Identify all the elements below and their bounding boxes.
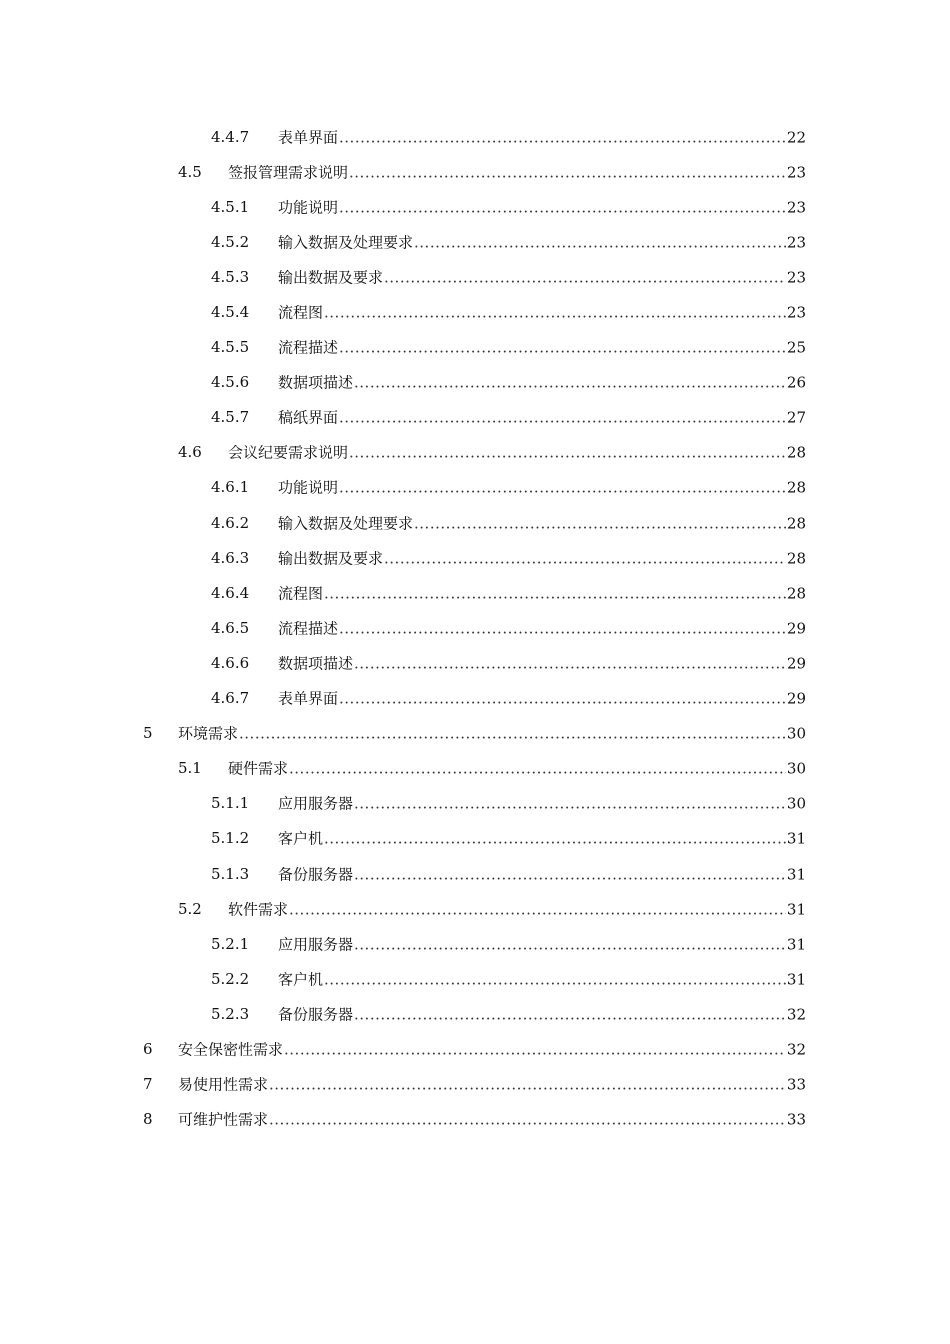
toc-entry-number: 5.1.2 xyxy=(211,829,250,848)
toc-dot-leader xyxy=(339,409,786,427)
toc-entry-number: 4.6.6 xyxy=(211,653,250,672)
toc-dot-leader xyxy=(269,1076,786,1094)
toc-dot-leader xyxy=(354,865,786,883)
toc-entry-title: 备份服务器 xyxy=(278,865,354,884)
toc-entry-number: 4.6.3 xyxy=(211,548,250,567)
toc-entry-number: 5 xyxy=(143,724,153,743)
toc-dot-leader xyxy=(339,690,786,708)
toc-entry-line xyxy=(278,582,806,603)
toc-entry-line xyxy=(178,1074,806,1095)
toc-entry-title: 流程描述 xyxy=(278,619,339,638)
toc-entry-title: 数据项描述 xyxy=(278,373,354,392)
toc-entry-title: 表单界面 xyxy=(278,128,339,147)
toc-entry-title: 环境需求 xyxy=(178,724,239,743)
toc-entry-page-number: 23 xyxy=(786,268,806,287)
toc-entry-page-number: 33 xyxy=(786,1110,806,1129)
toc-entry[interactable] xyxy=(0,575,950,610)
toc-entry-number: 4.6 xyxy=(178,443,202,462)
toc-entry-line xyxy=(278,337,806,358)
toc-entry-title: 软件需求 xyxy=(228,900,289,919)
toc-entry-number: 5.2 xyxy=(178,899,202,918)
toc-entry-page-number: 23 xyxy=(786,303,806,322)
toc-dot-leader xyxy=(349,163,786,181)
toc-entry-line xyxy=(278,688,806,709)
toc-entry-line xyxy=(278,863,806,884)
toc-entry-number: 4.6.1 xyxy=(211,478,250,497)
toc-dot-leader xyxy=(239,725,786,743)
toc-entry[interactable] xyxy=(0,189,950,224)
toc-entry-number: 4.5.4 xyxy=(211,303,250,322)
toc-entry-number: 5.1.1 xyxy=(211,794,250,813)
toc-entry-line xyxy=(278,512,806,533)
toc-entry-page-number: 23 xyxy=(786,198,806,217)
toc-entry[interactable] xyxy=(0,821,950,856)
toc-entry[interactable] xyxy=(0,610,950,645)
toc-entry-number: 4.5.3 xyxy=(211,267,250,286)
toc-entry-line xyxy=(228,161,806,182)
toc-dot-leader xyxy=(414,514,786,532)
toc-entry-page-number: 22 xyxy=(786,128,806,147)
toc-entry[interactable] xyxy=(0,716,950,751)
toc-entry-title: 流程描述 xyxy=(278,338,339,357)
toc-entry[interactable] xyxy=(0,224,950,259)
toc-entry-title: 稿纸界面 xyxy=(278,408,339,427)
toc-entry-number: 4.4.7 xyxy=(211,127,250,146)
toc-entry[interactable] xyxy=(0,470,950,505)
toc-entry-line xyxy=(278,231,806,252)
toc-entry[interactable] xyxy=(0,996,950,1031)
toc-entry-line xyxy=(278,372,806,393)
toc-entry[interactable] xyxy=(0,891,950,926)
toc-dot-leader xyxy=(339,479,786,497)
toc-entry-title: 流程图 xyxy=(278,303,324,322)
toc-entry-line xyxy=(278,793,806,814)
toc-entry-number: 4.6.2 xyxy=(211,513,250,532)
toc-entry-page-number: 33 xyxy=(786,1075,806,1094)
toc-entry-page-number: 31 xyxy=(786,900,806,919)
toc-entry-number: 4.5.5 xyxy=(211,338,250,357)
toc-entry-title: 可维护性需求 xyxy=(178,1110,269,1129)
toc-entry[interactable] xyxy=(0,961,950,996)
toc-entry-title: 易使用性需求 xyxy=(178,1075,269,1094)
toc-entry[interactable] xyxy=(0,645,950,680)
toc-entry-number: 6 xyxy=(143,1039,153,1058)
toc-entry[interactable] xyxy=(0,926,950,961)
toc-entry-page-number: 29 xyxy=(786,689,806,708)
toc-entry[interactable] xyxy=(0,540,950,575)
toc-entry-page-number: 26 xyxy=(786,373,806,392)
toc-entry-title: 安全保密性需求 xyxy=(178,1040,284,1059)
toc-entry-page-number: 29 xyxy=(786,619,806,638)
toc-entry-page-number: 28 xyxy=(786,478,806,497)
toc-entry-title: 备份服务器 xyxy=(278,1005,354,1024)
toc-entry[interactable] xyxy=(0,1067,950,1102)
toc-entry[interactable] xyxy=(0,1031,950,1066)
toc-entry-line xyxy=(278,1003,806,1024)
toc-entry-number: 5.1.3 xyxy=(211,864,250,883)
toc-dot-leader xyxy=(289,760,786,778)
toc-entry-title: 硬件需求 xyxy=(228,759,289,778)
toc-entry-page-number: 32 xyxy=(786,1040,806,1059)
toc-entry-page-number: 30 xyxy=(786,724,806,743)
toc-entry-page-number: 27 xyxy=(786,408,806,427)
toc-entry-line xyxy=(228,758,806,779)
toc-entry-page-number: 28 xyxy=(786,514,806,533)
toc-dot-leader xyxy=(354,935,786,953)
toc-entry-page-number: 25 xyxy=(786,338,806,357)
table-of-contents xyxy=(0,119,950,1137)
toc-dot-leader xyxy=(339,128,786,146)
toc-entry-line xyxy=(278,652,806,673)
toc-entry-title: 输出数据及要求 xyxy=(278,549,384,568)
toc-entry-number: 4.5 xyxy=(178,162,202,181)
toc-entry[interactable] xyxy=(0,330,950,365)
toc-dot-leader xyxy=(339,339,786,357)
toc-entry-page-number: 32 xyxy=(786,1005,806,1024)
toc-entry-number: 4.5.2 xyxy=(211,232,250,251)
toc-entry-title: 数据项描述 xyxy=(278,654,354,673)
toc-dot-leader xyxy=(324,584,786,602)
toc-entry-line xyxy=(278,933,806,954)
toc-entry-title: 客户机 xyxy=(278,829,324,848)
toc-entry-number: 5.2.3 xyxy=(211,1004,250,1023)
toc-entry-page-number: 23 xyxy=(786,233,806,252)
toc-entry-title: 输入数据及处理要求 xyxy=(278,233,414,252)
toc-entry-number: 5.1 xyxy=(178,759,202,778)
toc-entry-number: 8 xyxy=(143,1110,153,1129)
toc-entry-number: 4.6.4 xyxy=(211,583,250,602)
toc-dot-leader xyxy=(324,970,786,988)
toc-entry-title: 输出数据及要求 xyxy=(278,268,384,287)
toc-entry-page-number: 29 xyxy=(786,654,806,673)
toc-entry-line xyxy=(228,442,806,463)
toc-entry-line xyxy=(278,126,806,147)
toc-dot-leader xyxy=(349,444,786,462)
toc-entry-page-number: 30 xyxy=(786,759,806,778)
toc-entry-number: 7 xyxy=(143,1075,153,1094)
toc-entry-line xyxy=(278,266,806,287)
toc-entry-title: 签报管理需求说明 xyxy=(228,163,349,182)
toc-entry[interactable] xyxy=(0,1102,950,1137)
toc-entry-page-number: 31 xyxy=(786,829,806,848)
toc-entry[interactable] xyxy=(0,119,950,154)
toc-dot-leader xyxy=(354,374,786,392)
toc-entry-line xyxy=(278,828,806,849)
toc-entry-title: 表单界面 xyxy=(278,689,339,708)
toc-entry-title: 客户机 xyxy=(278,970,324,989)
toc-entry[interactable] xyxy=(0,751,950,786)
toc-entry-number: 4.6.5 xyxy=(211,618,250,637)
toc-entry[interactable] xyxy=(0,505,950,540)
toc-entry[interactable] xyxy=(0,365,950,400)
toc-entry-line xyxy=(178,1109,806,1130)
toc-entry-line xyxy=(278,477,806,498)
toc-dot-leader xyxy=(289,900,786,918)
toc-entry[interactable] xyxy=(0,259,950,294)
toc-entry-line xyxy=(278,968,806,989)
toc-entry[interactable] xyxy=(0,856,950,891)
toc-entry-page-number: 28 xyxy=(786,584,806,603)
toc-entry-page-number: 31 xyxy=(786,970,806,989)
toc-entry-page-number: 23 xyxy=(786,163,806,182)
toc-entry-title: 应用服务器 xyxy=(278,935,354,954)
toc-entry-page-number: 31 xyxy=(786,935,806,954)
toc-entry-line xyxy=(178,1038,806,1059)
toc-entry-line xyxy=(278,617,806,638)
toc-dot-leader xyxy=(354,654,786,672)
toc-entry-title: 应用服务器 xyxy=(278,794,354,813)
toc-entry[interactable] xyxy=(0,681,950,716)
toc-dot-leader xyxy=(339,198,786,216)
toc-dot-leader xyxy=(324,830,786,848)
toc-entry-number: 5.2.1 xyxy=(211,934,250,953)
toc-dot-leader xyxy=(284,1040,786,1058)
toc-entry-title: 功能说明 xyxy=(278,198,339,217)
toc-dot-leader xyxy=(354,795,786,813)
toc-entry-line xyxy=(178,723,806,744)
toc-dot-leader xyxy=(339,619,786,637)
toc-entry-page-number: 28 xyxy=(786,549,806,568)
toc-entry-number: 5.2.2 xyxy=(211,969,250,988)
toc-entry[interactable] xyxy=(0,786,950,821)
toc-entry-number: 4.5.7 xyxy=(211,408,250,427)
toc-entry-title: 输入数据及处理要求 xyxy=(278,514,414,533)
toc-entry-line xyxy=(228,898,806,919)
toc-entry[interactable] xyxy=(0,294,950,329)
toc-dot-leader xyxy=(324,304,786,322)
toc-dot-leader xyxy=(384,549,786,567)
toc-dot-leader xyxy=(384,268,786,286)
toc-dot-leader xyxy=(414,233,786,251)
toc-dot-leader xyxy=(354,1005,786,1023)
toc-entry-title: 功能说明 xyxy=(278,478,339,497)
toc-entry-title: 流程图 xyxy=(278,584,324,603)
toc-entry[interactable] xyxy=(0,154,950,189)
toc-entry-line xyxy=(278,302,806,323)
toc-dot-leader xyxy=(269,1111,786,1129)
toc-entry-line xyxy=(278,196,806,217)
toc-entry-line xyxy=(278,407,806,428)
toc-entry[interactable] xyxy=(0,400,950,435)
toc-entry-page-number: 31 xyxy=(786,865,806,884)
toc-entry-number: 4.6.7 xyxy=(211,689,250,708)
toc-entry-page-number: 28 xyxy=(786,443,806,462)
toc-entry[interactable] xyxy=(0,435,950,470)
toc-entry-number: 4.5.1 xyxy=(211,197,250,216)
toc-entry-title: 会议纪要需求说明 xyxy=(228,443,349,462)
toc-entry-page-number: 30 xyxy=(786,794,806,813)
toc-entry-line xyxy=(278,547,806,568)
toc-entry-number: 4.5.6 xyxy=(211,373,250,392)
